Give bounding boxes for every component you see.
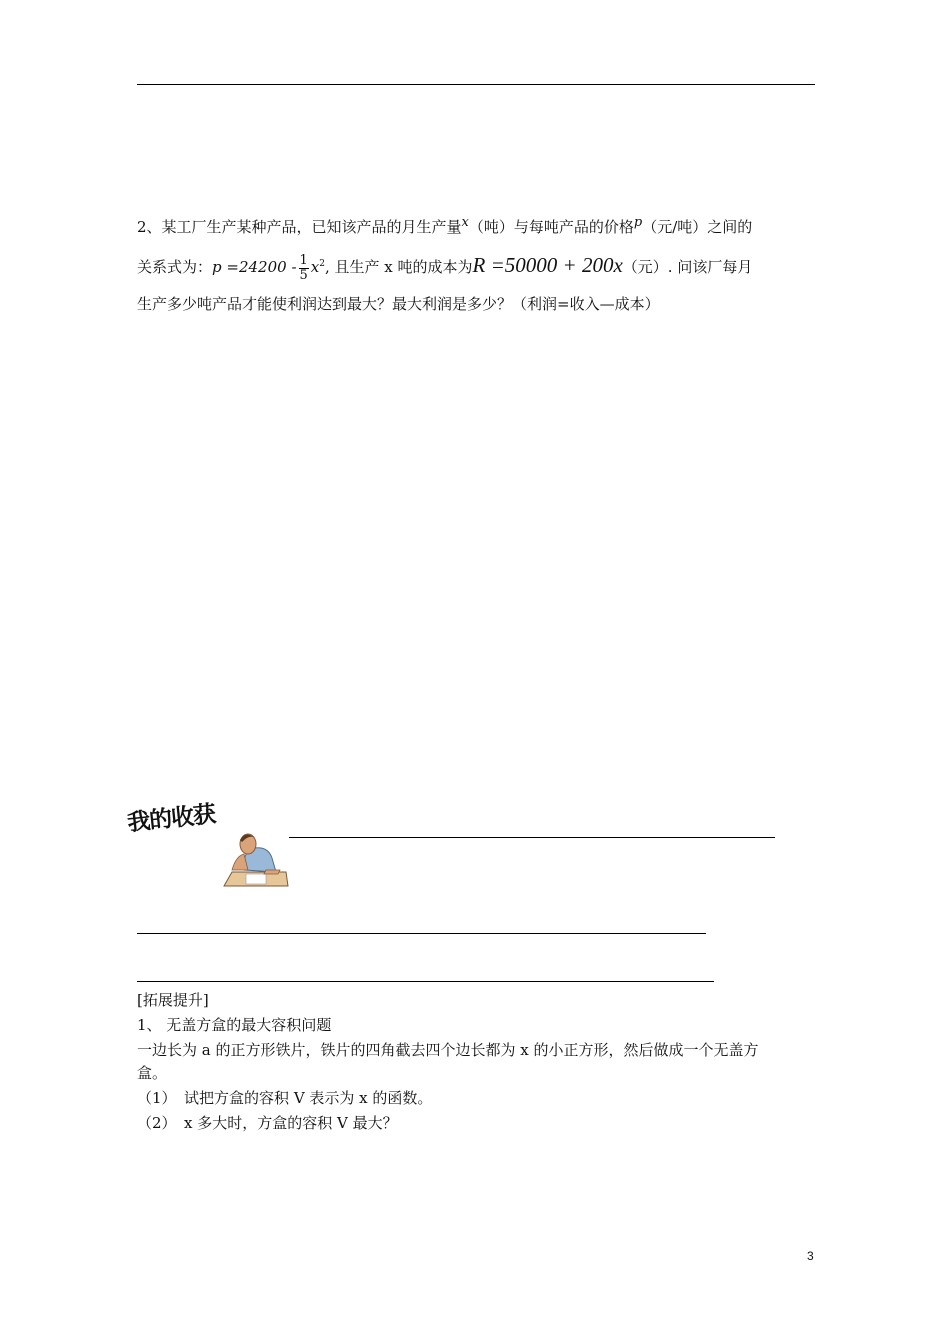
problem-2-line-2: [137, 246, 817, 286]
fraction-numerator: 1: [299, 252, 308, 268]
extension-desc-line-1: 一边长为 a 的正方形铁片，铁片的四角截去四个边长都为 x 的小正方形，然后做成一个无盖方: [137, 1041, 759, 1059]
thinking-person-illustration: [222, 826, 290, 888]
extension-item-1: 1、 无盖方盒的最大容积问题: [137, 1016, 332, 1034]
problem-2-line-1: [137, 204, 817, 246]
exponent: 2: [319, 259, 325, 269]
problem-2-text-f: （元）. 问该厂每月: [622, 258, 753, 276]
problem-2-text-e: , 且生产 x 吨的成本为: [325, 258, 473, 276]
header-rule: [137, 84, 815, 85]
problem-2-line-3: 生产多少吨产品才能使利润达到最大？最大利润是多少？（利润=收入—成本）: [137, 295, 660, 313]
cost-formula: R =50000 + 200x: [472, 253, 623, 277]
harvest-title: 我的收获: [126, 801, 217, 837]
harvest-line-2: [137, 933, 706, 934]
harvest-line-1: [289, 837, 775, 838]
problem-2-text-d: 关系式为：: [137, 258, 213, 276]
x-squared: x: [310, 258, 320, 276]
problem-2-text-c: （元/吨）之间的: [642, 218, 753, 236]
page-number: 3: [807, 1249, 814, 1263]
extension-question-2: （2） x 多大时，方盒的容积 V 最大？: [137, 1114, 398, 1132]
fraction-denominator: 5: [299, 267, 308, 283]
price-formula: p =24200 -: [212, 258, 297, 276]
extension-question-1: （1） 试把方盒的容积 V 表示为 x 的函数。: [137, 1089, 433, 1107]
var-p: p: [633, 215, 643, 230]
problem-2-text-a: 2、某工厂生产某种产品，已知该产品的月生产量: [137, 218, 462, 236]
problem-2: [137, 204, 817, 323]
extension-header: [拓展提升]: [137, 991, 209, 1009]
harvest-line-3: [137, 981, 714, 982]
extension-section: [137, 989, 827, 1135]
extension-desc-line-2: 盒。: [137, 1064, 168, 1082]
problem-2-text-b: （吨）与每吨产品的价格: [468, 218, 634, 236]
fraction: [299, 254, 309, 283]
var-x: x: [461, 215, 469, 230]
